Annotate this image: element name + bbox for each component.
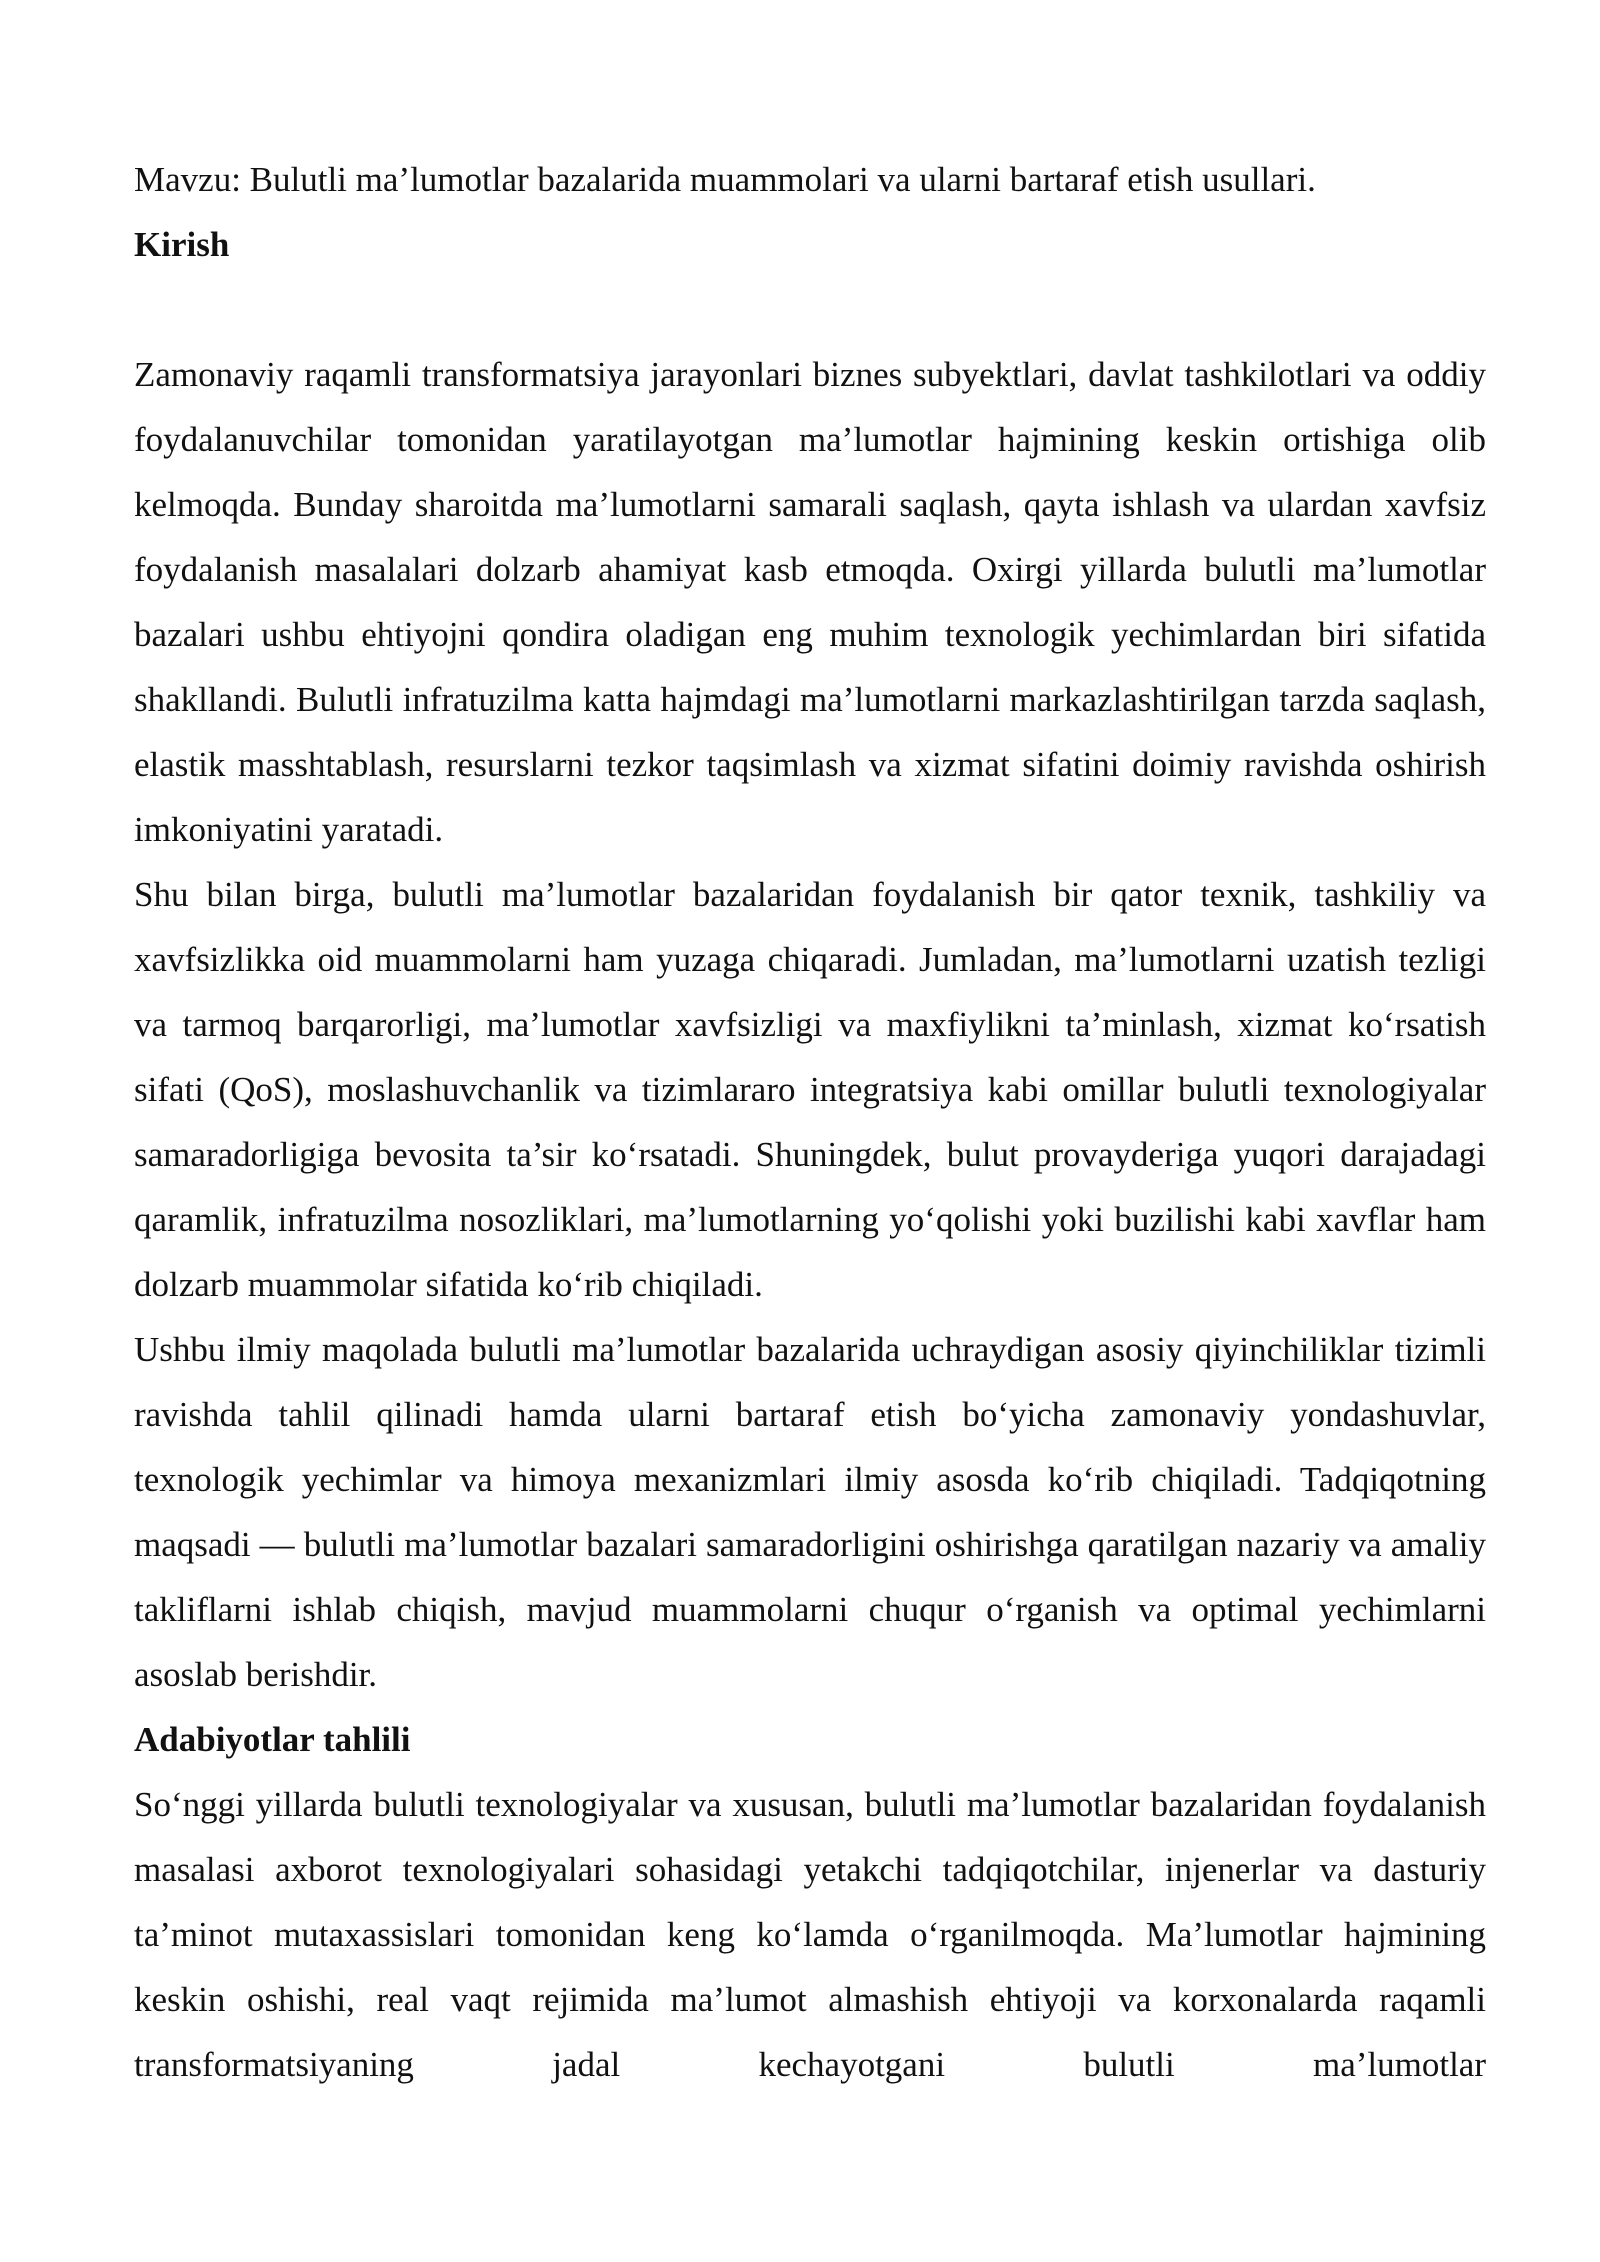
document-body (134, 147, 1486, 2097)
literature-paragraph-1: So‘nggi yillarda bulutli texnologiyalar va xususan, bulutli ma’lumotlar bazalaridan foydalanish masalasi axborot texnologiyalari sohasidagi yetakchi tadqiqotchilar, injenerlar va dasturiy ta’minot mutaxassislari tomonidan keng ko‘lamda o‘rganilmoqda. Ma’lumotlar hajmining keskin oshishi, real vaqt rejimida ma’lumot almashish ehtiyoji va korxonalarda raqamli transformatsiyaning jadal kechayotgani bulutli ma’lumotlar (134, 1785, 1486, 2084)
heading-literature-review: Adabiyotlar tahlili (134, 1720, 411, 1759)
topic-line: Mavzu: Bulutli ma’lumotlar bazalarida muammolari va ularni bartaraf etish usullari. (134, 160, 1316, 199)
blank-line (134, 277, 1486, 342)
intro-paragraph-3: Ushbu ilmiy maqolada bulutli ma’lumotlar bazalarida uchraydigan asosiy qiyinchiliklar tizimli ravishda tahlil qilinadi hamda ularni bartaraf etish bo‘yicha zamonaviy yondashuvlar, texnologik yechimlar va himoya mexanizmlari ilmiy asosda ko‘rib chiqiladi. Tadqiqotning maqsadi — bulutli ma’lumotlar bazalari samaradorligini oshirishga qaratilgan nazariy va amaliy takliflarni ishlab chiqish, mavjud muammolarni chuqur o‘rganish va optimal yechimlarni asoslab berishdir. (134, 1330, 1486, 1694)
intro-paragraph-1: Zamonaviy raqamli transformatsiya jarayonlari biznes subyektlari, davlat tashkilotlari va oddiy foydalanuvchilar tomonidan yaratilayotgan ma’lumotlar hajmining keskin ortishiga olib kelmoqda. Bunday sharoitda ma’lumotlarni samarali saqlash, qayta ishlash va ulardan xavfsiz foydalanish masalalari dolzarb ahamiyat kasb etmoqda. Oxirgi yillarda bulutli ma’lumotlar bazalari ushbu ehtiyojni qondira oladigan eng muhim texnologik yechimlardan biri sifatida shakllandi. Bulutli infratuzilma katta hajmdagi ma’lumotlarni markazlashtirilgan tarzda saqlash, elastik masshtablash, resurslarni tezkor taqsimlash va xizmat sifatini doimiy ravishda oshirish imkoniyatini yaratadi. (134, 355, 1486, 849)
heading-introduction: Kirish (134, 225, 230, 264)
intro-paragraph-2: Shu bilan birga, bulutli ma’lumotlar bazalaridan foydalanish bir qator texnik, tashkiliy va xavfsizlikka oid muammolarni ham yuzaga chiqaradi. Jumladan, ma’lumotlarni uzatish tezligi va tarmoq barqarorligi, ma’lumotlar xavfsizligi va maxfiylikni ta’minlash, xizmat ko‘rsatish sifati (QoS), moslashuvchanlik va tizimlararo integratsiya kabi omillar bulutli texnologiyalar samaradorligiga bevosita ta’sir ko‘rsatadi. Shuningdek, bulut provayderiga yuqori darajadagi qaramlik, infratuzilma nosozliklari, ma’lumotlarning yo‘qolishi yoki buzilishi kabi xavflar ham dolzarb muammolar sifatida ko‘rib chiqiladi. (134, 875, 1486, 1304)
